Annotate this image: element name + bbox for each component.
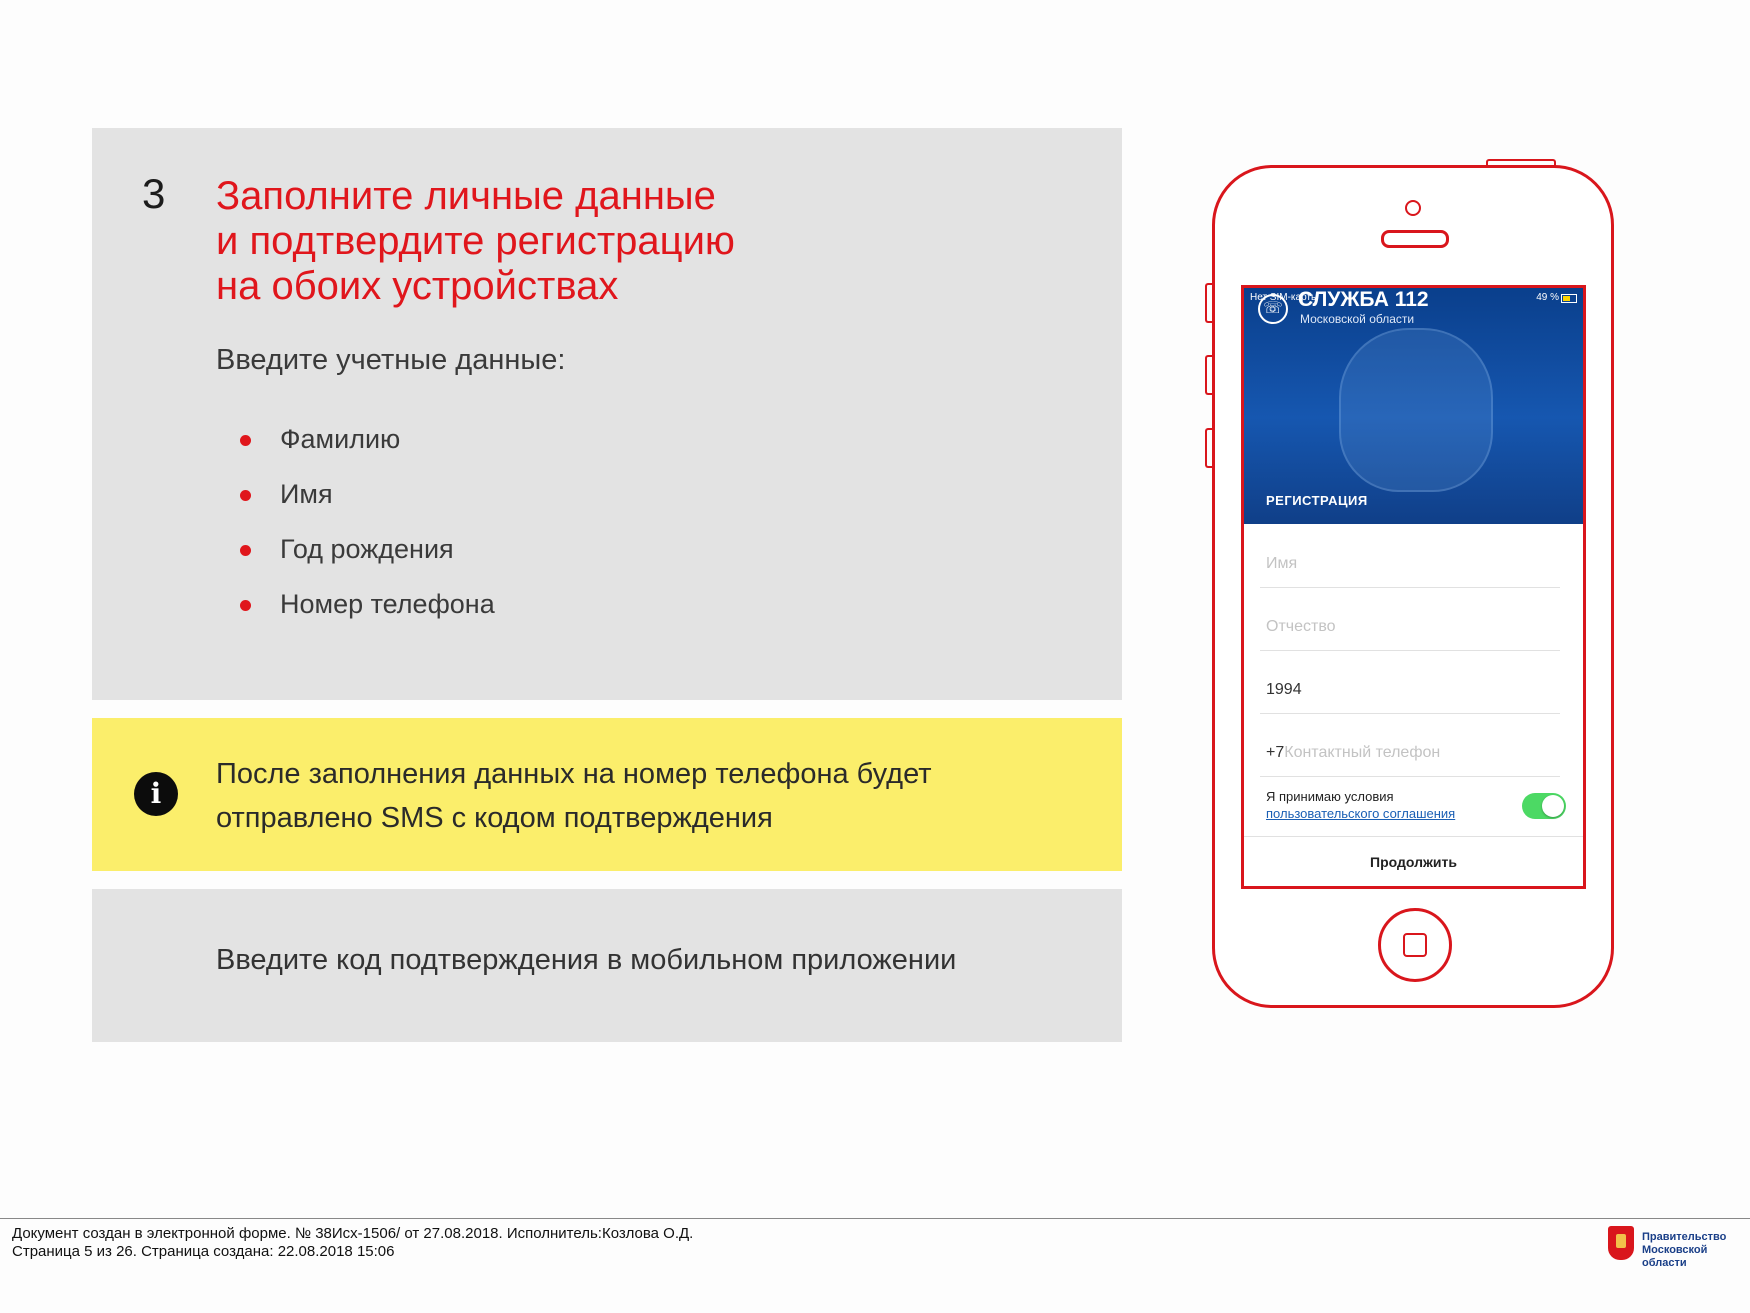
terms-text [1266, 788, 1455, 822]
footer-divider [0, 1218, 1750, 1219]
app-title: СЛУЖБА 112 [1298, 288, 1429, 311]
terms-label: Я принимаю условия [1266, 789, 1394, 804]
confirm-code-text: Введите код подтверждения в мобильном приложении [216, 944, 957, 976]
info-text-line-1: После заполнения данных на номер телефона будет [216, 758, 932, 790]
camera-icon [1405, 200, 1421, 216]
home-square-icon [1403, 933, 1427, 957]
bullet-dot-icon [240, 490, 251, 501]
name-placeholder: Имя [1266, 555, 1298, 572]
name-field[interactable] [1260, 525, 1560, 588]
moscow-region-emblem-icon [1608, 1226, 1634, 1260]
bullet-dot-icon [240, 600, 251, 611]
app-header [1244, 288, 1583, 524]
phone-number-field[interactable] [1260, 714, 1560, 777]
speaker-icon [1381, 230, 1449, 248]
heading-line-3: на обоих устройствах [216, 264, 619, 308]
battery-icon [1561, 294, 1577, 303]
terms-toggle[interactable] [1522, 793, 1566, 819]
list-item [240, 424, 495, 479]
list-item [240, 534, 495, 589]
intro-text: Введите учетные данные: [216, 344, 566, 376]
info-text-line-2: отправлено SMS с кодом подтверждения [216, 802, 773, 834]
footer-org-line-1: Правительство [1642, 1231, 1727, 1243]
footer-text [12, 1225, 693, 1261]
phone-call-icon: ☏ [1258, 294, 1288, 324]
registration-label: РЕГИСТРАЦИЯ [1266, 493, 1368, 508]
list-item [240, 589, 495, 644]
carrier-status: Нет SIM-карты [1250, 292, 1319, 303]
phone-prefix: +7 [1266, 744, 1285, 761]
info-icon: i [134, 772, 178, 816]
required-fields-list [240, 424, 495, 644]
continue-button[interactable]: Продолжить [1244, 836, 1583, 887]
list-item-label: Фамилию [280, 424, 401, 454]
birth-year-value: 1994 [1266, 681, 1302, 698]
footer-line-1: Документ создан в электронной форме. № 38Исх-1506/ от 27.08.2018. Исполнитель:Козлова О.Д. [12, 1225, 694, 1242]
list-item-label: Год рождения [280, 534, 454, 564]
step-number: 3 [142, 170, 166, 217]
bullet-dot-icon [240, 545, 251, 556]
phone-screen [1241, 285, 1586, 889]
info-text [216, 752, 1036, 840]
heading-line-1: Заполните личные данные [216, 174, 716, 218]
list-item [240, 479, 495, 534]
app-subtitle: Московской области [1300, 312, 1415, 326]
footer-organization [1642, 1231, 1750, 1270]
terms-link[interactable]: пользовательского соглашения [1266, 806, 1456, 821]
toggle-knob [1542, 795, 1564, 817]
phone-placeholder: Контактный телефон [1284, 744, 1441, 761]
footer-org-line-2: Московской области [1642, 1244, 1708, 1269]
battery-percent: 49 % [1536, 292, 1559, 303]
heading-line-2: и подтвердите регистрацию [216, 219, 735, 263]
home-button [1378, 908, 1452, 982]
bullet-dot-icon [240, 435, 251, 446]
list-item-label: Номер телефона [280, 589, 495, 619]
birth-year-field[interactable] [1260, 651, 1560, 714]
list-item-label: Имя [280, 479, 333, 509]
patronymic-field[interactable] [1260, 588, 1560, 651]
patronymic-placeholder: Отчество [1266, 618, 1336, 635]
coat-of-arms-icon [1339, 328, 1493, 492]
footer-line-2: Страница 5 из 26. Страница создана: 22.08.2018 15:06 [12, 1243, 395, 1260]
step-heading [216, 174, 735, 309]
